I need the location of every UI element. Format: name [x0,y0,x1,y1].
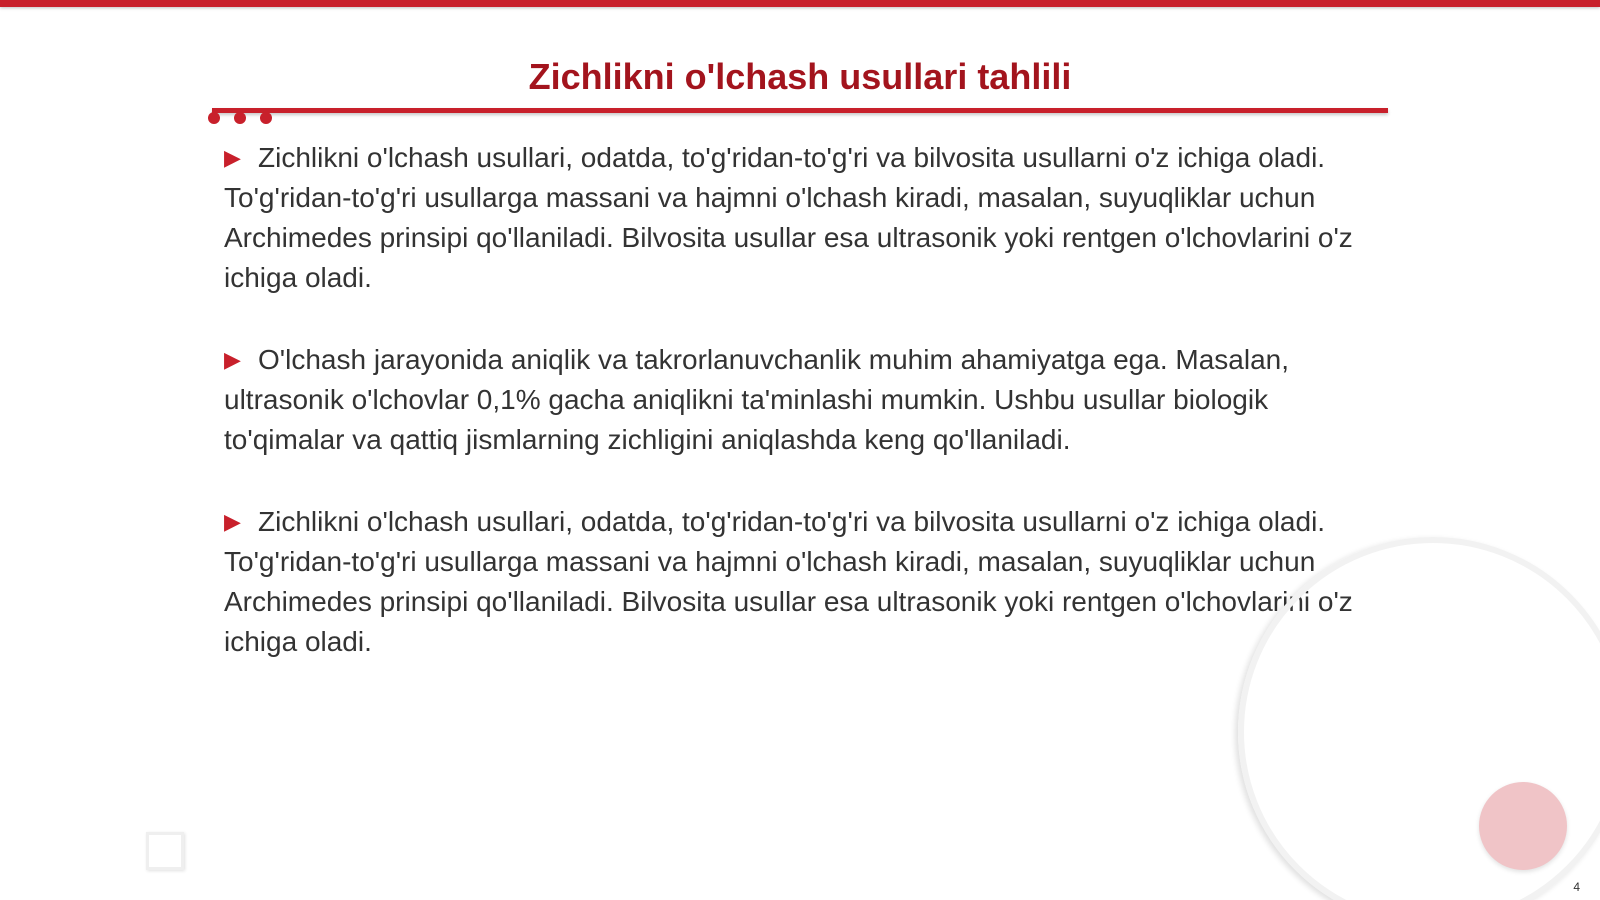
paragraph-text: O'lchash jarayonida aniqlik va takrorlanuvchanlik muhim ahamiyatga ega. Masalan, ultrasonik o'lchovlar 0,1% gacha aniqlikni ta'minlashi mumkin. Ushbu usullar biologik to'qimalar va qattiq jismlarning zichligini aniqlashda keng qo'llaniladi. [224,344,1289,455]
slide-title: Zichlikni o'lchash usullari tahlili [528,56,1072,97]
bullet-paragraph [224,340,1384,460]
triangle-bullet-icon: ▶ [224,145,241,170]
top-accent-bar [0,0,1600,7]
rule-dot [208,112,220,124]
bullet-paragraph [224,138,1384,298]
bullet-paragraph [224,502,1384,662]
decorative-square [146,832,184,870]
title-underline [212,108,1388,113]
bullet-list [224,138,1384,704]
decorative-pink-circle [1479,782,1567,870]
rule-dot [260,112,272,124]
rule-dot [234,112,246,124]
paragraph-text: Zichlikni o'lchash usullari, odatda, to'g'ridan-to'g'ri va bilvosita usullarni o'z ichiga oladi. To'g'ridan-to'g'ri usullarga massani va hajmni o'lchash kiradi, masalan, suyuqliklar uchun Archimedes prinsipi qo'llaniladi. Bilvosita usullar esa ultrasonik yoki rentgen o'lchovlarini o'z ichiga oladi. [224,506,1353,657]
paragraph-text: Zichlikni o'lchash usullari, odatda, to'g'ridan-to'g'ri va bilvosita usullarni o'z ichiga oladi. To'g'ridan-to'g'ri usullarga massani va hajmni o'lchash kiradi, masalan, suyuqliklar uchun Archimedes prinsipi qo'llaniladi. Bilvosita usullar esa ultrasonik yoki rentgen o'lchovlarini o'z ichiga oladi. [224,142,1353,293]
page-number: 4 [1573,880,1580,894]
triangle-bullet-icon: ▶ [224,347,241,372]
triangle-bullet-icon: ▶ [224,509,241,534]
